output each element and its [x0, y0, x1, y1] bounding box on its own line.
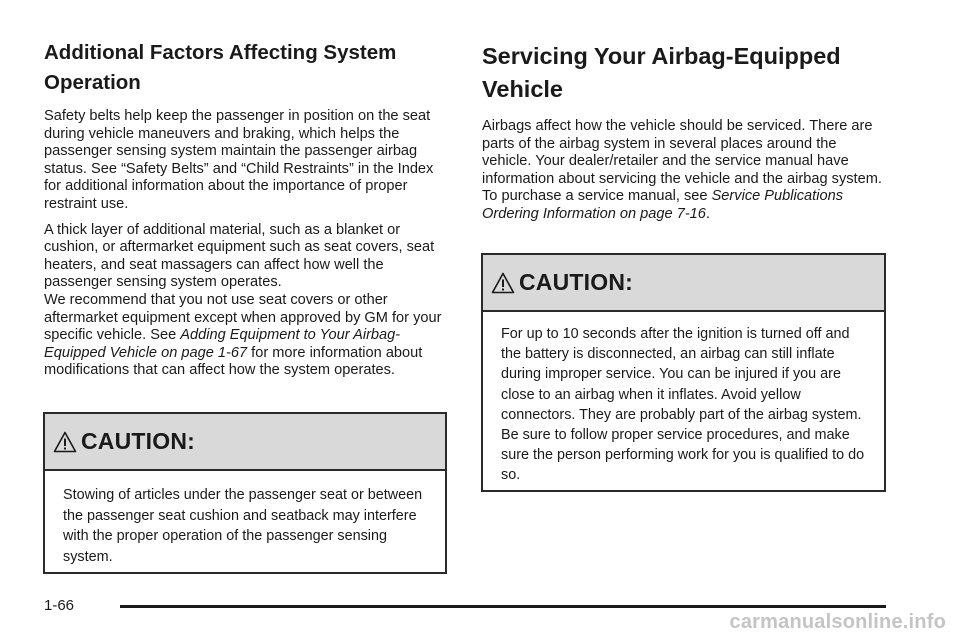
- caution-text: For up to 10 seconds after the ignition is turned off and the battery is disconnected, an airbag can still inflate during improper service. You can be injured if you are close to an airbag when it inflates. Avoid yellow connectors. They are probably part of the airbag system. Be sure to follow proper service procedures, and make sure the person performing work for you is qualified to do so.: [501, 326, 865, 484]
- right-column: [482, 40, 886, 232]
- caution-text: Stowing of articles under the passenger seat or between the passenger seat cushion and seatback may interfere with the proper operation of the passenger sensing system.: [63, 487, 423, 565]
- paragraph-servicing-text: Airbags affect how the vehicle should be serviced. There are parts of the airbag system in several places around the vehicle. Your dealer/retailer and the service manual have information about servicing the vehicle and the airbag system. To purchase a service manual, see: [482, 118, 882, 205]
- caution-title: CAUTION:: [519, 269, 634, 295]
- section-heading-additional-factors: Additional Factors Affecting System Operation: [44, 41, 397, 94]
- footer-divider: [120, 605, 886, 608]
- caution-header: [45, 414, 445, 471]
- link-adding-equipment[interactable]: Adding Equipment to Your Airbag-Equipped Vehicle on page 1-67: [44, 327, 401, 361]
- caution-title: CAUTION:: [81, 428, 196, 454]
- section-heading-servicing: Servicing Your Airbag-Equipped Vehicle: [482, 43, 841, 102]
- link-service-publications[interactable]: Service Publications Ordering Information on page 7-16: [482, 188, 843, 222]
- left-column: [44, 38, 448, 388]
- paragraph-safety-belts: Safety belts help keep the passenger in position on the seat during vehicle maneuvers and braking, which helps the passenger sensing system maintain the passenger airbag status. See “Safety Belts” and “Child Restraints” in the Index for additional information about the importance of proper restraint use.: [44, 108, 434, 212]
- paragraph-thick-layer: A thick layer of additional material, such as a blanket or cushion, or aftermarket equipment such as seat covers, seat heaters, and seat massagers can affect how well the passenger sensing system operates.: [44, 221, 435, 291]
- warning-triangle-icon: [53, 430, 77, 454]
- caution-box-passenger-seat: [43, 412, 447, 574]
- page-number: 1-66: [44, 597, 75, 614]
- caution-header: [483, 255, 884, 312]
- paragraph-servicing-tail: .: [705, 205, 710, 222]
- paragraph-recommendation-text: We recommend that you not use seat covers or other aftermarket equipment except when approved by GM for your specific vehicle. See: [44, 291, 442, 344]
- warning-triangle-icon: [491, 271, 515, 295]
- paragraph-recommendation: [44, 292, 448, 380]
- watermark: carmanualsonline.info: [729, 611, 946, 633]
- paragraph-servicing: [482, 118, 886, 224]
- caution-box-airbag-service: [481, 253, 886, 492]
- paragraph-recommendation-tail: for more information about modifications that can affect how the system operates.: [44, 344, 423, 379]
